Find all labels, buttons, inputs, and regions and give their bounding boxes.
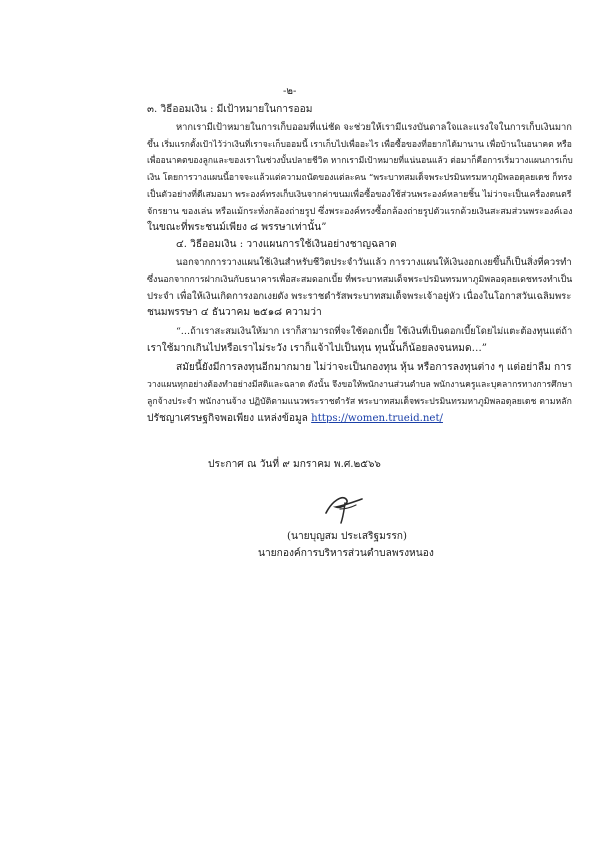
- section-3-line: เป็นตัวอย่างที่ดีเสมอมา พระองค์ทรงเก็บเงินจากค่าขนมเพื่อซื้อของใช้ส่วนพระองค์หลายชิ้น ไม่ว่าจะเป็นเครื่องดนตรี: [147, 190, 572, 200]
- source-link[interactable]: https://women.trueid.net/: [311, 413, 443, 424]
- royal-quote-line: “…ถ้าเราสะสมเงินให้มาก เราก็สามารถที่จะใช้ดอกเบี้ย ใช้เงินที่เป็นดอกเบี้ยโดยไม่แตะต้องทุนแต่ถ้า: [176, 326, 573, 337]
- closing-line: วางแผนทุกอย่างต้องทำอย่างมีสติและฉลาด ดังนั้น จึงขอให้พนักงานส่วนตำบล พนักงานครูและบุคลากรทางการศึกษา: [147, 380, 573, 390]
- section-4-heading: ๔. วิธีออมเงิน : วางแผนการใช้เงินอย่างชาญฉลาด: [176, 239, 397, 250]
- section-4-line: นอกจากการวางแผนใช้เงินสำหรับชีวิตประจำวันแล้ว การวางแผนให้เงินงอกเงยขึ้นก็เป็นสิ่งที่ควรทำ: [176, 257, 572, 268]
- page-number: -๒-: [283, 86, 297, 97]
- section-3-line: เพื่ออนาคตของลูกและของเราในช่วงบั้นปลายชีวิต หากเรามีเป้าหมายที่แน่นอนแล้ว ต่อมาก็คือการเริ่มวางแผนการเก็บ: [147, 156, 573, 166]
- section-3-line: ในขณะที่พระชนม์เพียง ๘ พรรษาเท่านั้น”: [147, 222, 327, 233]
- source-label: ปรัชญาเศรษฐกิจพอเพียง แหล่งข้อมูล: [147, 413, 312, 424]
- section-3-line: หากเรามีเป้าหมายในการเก็บออมที่แน่ชัด จะช่วยให้เรามีแรงบันดาลใจและแรงใจในการเก็บเงินมาก: [176, 122, 572, 133]
- royal-quote-line: เราใช้มากเกินไปหรือเราไม่ระวัง เราก็แจ้าไปเป็นทุน ทุนนั้นก็น้อยลงจนหมด…”: [147, 343, 488, 354]
- section-3-line: ขึ้น เริ่มแรกตั้งเป้าไว้ว่าเงินที่เราจะเก็บออมนี้ เราเก็บไปเพื่ออะไร เพื่อซื้อของที่อยากได้มานาน เพื่อบ้านในอนาคต หรือ: [147, 140, 572, 150]
- section-3-line: เงิน โดยการวางแผนนี้อาจจะแล้วแต่ความถนัดของแต่ละคน “พระบาทสมเด็จพระปรมินทรมหาภูมิพลอดุลยเดช ก็ทรง: [147, 173, 573, 183]
- signatory-name: (นายบุญสม ประเสริฐมรรก): [287, 531, 407, 542]
- closing-line: สมัยนี้ยังมีการลงทุนอีกมากมาย ไม่ว่าจะเป็นกองทุน หุ้น หรือการลงทุนต่าง ๆ แต่อย่าลืม การ: [176, 362, 572, 373]
- section-3-line: จักรยาน ของเล่น หรือแม้กระทั่งกล้องถ่ายรูป ซึ่งพระองค์ทรงซื้อกล้องถ่ายรูปตัวแรกด้วยเงินสะสมส่วนพระองค์เอง: [147, 207, 573, 217]
- announcement-date: ประกาศ ณ วันที่ ๙ มกราคม พ.ศ.๒๕๖๖: [208, 459, 381, 470]
- signature-image: [312, 487, 372, 529]
- section-3-heading: ๓. วิธีออมเงิน : มีเป้าหมายในการออม: [147, 104, 313, 115]
- section-4-line: ประจำ เพื่อให้เงินเกิดการงอกเงยดัง พระราชดำรัสพระบาทสมเด็จพระเจ้าอยู่หัว เนื่องในโอกาสวันเฉลิมพระ: [147, 291, 572, 302]
- closing-line: ลูกจ้างประจำ พนักงานจ้าง ปฏิบัติตามแนวพระราชดำรัส พระบาทสมเด็จพระปรมินทรมหาภูมิพลอดุลยเดช ตามหลัก: [147, 397, 572, 407]
- section-4-line: ชนมพรรษา ๔ ธันวาคม ๒๕๑๘ ความว่า: [147, 307, 322, 318]
- source-line: [147, 413, 443, 425]
- signatory-position: นายกองค์การบริหารส่วนตำบลพรงหนอง: [258, 548, 434, 559]
- section-4-line: ซึ่งนอกจากการฝากเงินกับธนาคารเพื่อสะสมดอกเบี้ย ที่พระบาทสมเด็จพระปรมินทรมหาภูมิพลอดุลยเดชทรงทำเป็น: [147, 275, 573, 285]
